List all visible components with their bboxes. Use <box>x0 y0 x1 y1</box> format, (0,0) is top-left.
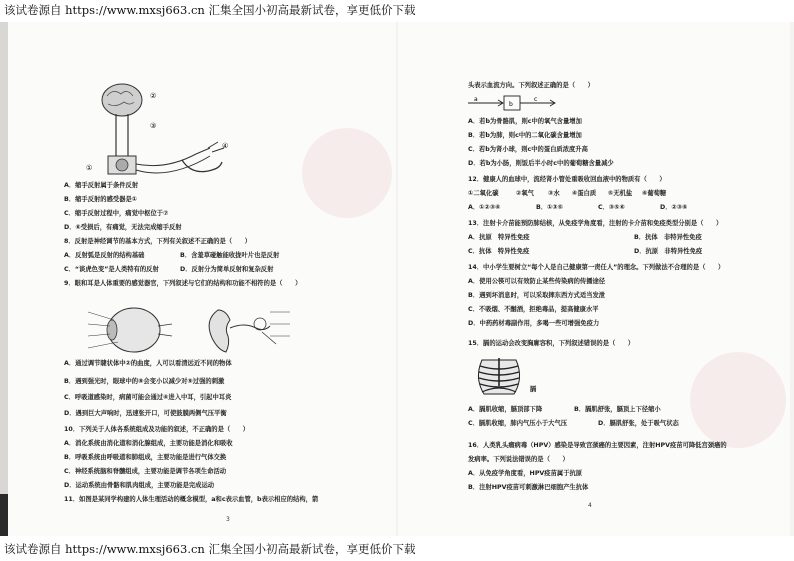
q10-option-d: D．运动系统由骨骼和肌肉组成，主要功能是完成运动 <box>64 482 215 489</box>
rib-cage-figure <box>474 356 524 396</box>
q13-option-a: A．抗原 特异性免疫 <box>468 234 530 241</box>
q12-item-6: ⑥葡萄糖 <box>642 190 667 197</box>
scanned-sheet <box>0 22 794 536</box>
source-banner-bottom: 该试卷源自 https://www.mxsj663.cn 汇集全国小初高最新试卷，享更低价下载 <box>4 542 416 556</box>
q14-option-c: C．不吸烟、不酗酒，拒绝毒品，提高健康水平 <box>468 306 599 313</box>
q15-stem: 15．膈的运动会改变胸廓容积，下列叙述错误的是（ ） <box>468 340 635 347</box>
q9-option-d: D．遇到巨大声响时，迅速张开口，可使鼓膜两侧气压平衡 <box>64 410 227 417</box>
right-page <box>398 22 790 536</box>
q16-stem-line1: 16．人类乳头瘤病毒（HPV）感染是导致宫颈癌的主要因素，注射HPV疫苗可降低宫颈癌的 <box>468 442 727 449</box>
q14-option-a: A．使用公筷可以有效防止某些传染病的传播途径 <box>468 278 606 285</box>
q13-option-c: C．抗体 特异性免疫 <box>468 248 530 255</box>
q11-option-d: D．若b为小肠，则饭后半小时c中的葡萄糖含量减少 <box>468 160 614 167</box>
q12-option-b: B．①③⑤ <box>536 204 564 211</box>
q12-item-4: ④蛋白质 <box>572 190 597 197</box>
q11-stem-cont: 头表示血流方向。下列叙述正确的是（ ） <box>468 82 594 89</box>
q12-item-1: ①二氧化碳 <box>468 190 499 197</box>
q15-option-d: D．膈肌舒张，处于吸气状态 <box>598 420 679 427</box>
q16-option-b: B．注射HPV疫苗可刺激淋巴细胞产生抗体 <box>468 484 589 491</box>
q13-option-b: B．抗体 非特异性免疫 <box>634 234 702 241</box>
source-banner-top: 该试卷源自 https://www.mxsj663.cn 汇集全国小初高最新试卷，享更低价下载 <box>4 3 416 17</box>
q8-stem: 8．反射是神经调节的基本方式，下列有关叙述不正确的是（ ） <box>64 238 251 245</box>
figure-label-4: ④ <box>222 142 229 150</box>
concept-model-figure <box>468 94 558 112</box>
q16-stem-line2: 发病率。下列说法错误的是（ ） <box>468 456 569 463</box>
q11-option-a: A．若b为骨骼肌，则c中的氧气含量增加 <box>468 118 582 125</box>
q12-item-3: ③水 <box>548 190 560 197</box>
model-label-b: b <box>509 101 513 108</box>
page-number-4: 4 <box>588 502 592 509</box>
ear-figure <box>200 302 292 358</box>
q11-stem: 11．如图是某同学构建的人体生理活动的概念模型，a和c表示血管，b表示相应的结构，箭 <box>64 496 319 503</box>
q12-option-c: C．③⑤⑥ <box>598 204 625 211</box>
q14-option-d: D．中药药材毒副作用，多喝一些可增强免疫力 <box>468 320 600 327</box>
q10-option-a: A．消化系统由消化道和消化腺组成，主要功能是消化和吸收 <box>64 440 233 447</box>
q8-option-c: C．“谈虎色变”是人类特有的反射 <box>64 266 159 273</box>
q11-option-b: B．若b为肺，则c中的二氧化碳含量增加 <box>468 132 582 139</box>
q9-stem: 9．眼和耳是人体重要的感觉器官，下列叙述与它们的结构和功能不相符的是（ ） <box>64 280 302 287</box>
page-number-3: 3 <box>226 516 230 523</box>
q12-option-d: D．②③⑥ <box>660 204 688 211</box>
q15-option-b: B．膈肌舒张，膈顶上下径缩小 <box>574 406 661 413</box>
model-label-a: a <box>474 96 478 103</box>
watermark-stain-right <box>690 352 786 448</box>
q15-figure-label: 膈 <box>530 386 537 393</box>
q8-option-d: D．反射分为简单反射和复杂反射 <box>180 266 274 273</box>
figure-label-2: ② <box>150 92 157 100</box>
q11-option-c: C．若b为肾小球，则c中的蛋白质浓度升高 <box>468 146 588 153</box>
q7-option-b: B．缩手反射的感受器是① <box>64 196 138 203</box>
q13-option-d: D．抗原 非特异性免疫 <box>634 248 703 255</box>
q9-option-a: A．通过调节睫状体中②的曲度，人可以看清远近不同的物体 <box>64 360 232 367</box>
q16-option-a: A．从免疫学角度看，HPV疫苗属于抗原 <box>468 470 583 477</box>
q10-stem: 10．下列关于人体各系统组成及功能的叙述，不正确的是（ ） <box>64 426 250 433</box>
figure-label-3: ③ <box>150 122 157 130</box>
q12-item-2: ②氧气 <box>516 190 534 197</box>
q7-option-a: A．缩手反射属于条件反射 <box>64 182 139 189</box>
q12-stem: 12．健康人的血球中，流经肾小管处重吸收回血液中的物质有（ ） <box>468 176 666 183</box>
model-label-c: c <box>534 96 538 103</box>
q10-option-b: B．呼吸系统由呼吸道和肺组成，主要功能是进行气体交换 <box>64 454 227 461</box>
figure-label-1: ① <box>86 164 93 172</box>
q9-option-c: C．呼吸道感染时，病菌可能会通过④进入中耳，引起中耳炎 <box>64 394 232 401</box>
q14-stem: 14．中小学生要树立“每个人是自己健康第一责任人”的理念。下列做法不合理的是（ ） <box>468 264 725 271</box>
reflex-arc-figure <box>72 78 232 188</box>
watermark-stain-left <box>302 128 392 218</box>
eye-figure <box>84 302 184 358</box>
q10-option-c: C．神经系统脑和脊髓组成，主要功能是调节各项生命活动 <box>64 468 227 475</box>
q12-item-5: ⑤无机盐 <box>608 190 633 197</box>
q8-option-b: B．含羞草碰触能收拢叶片也是反射 <box>180 252 280 259</box>
q8-option-a: A．反射弧是反射的结构基础 <box>64 252 145 259</box>
q15-option-a: A．膈肌收缩，膈顶部下降 <box>468 406 543 413</box>
q9-option-b: B．遇到强光时，眼球中的⑧会变小以减少对⑨过强的刺激 <box>64 378 225 385</box>
q15-option-c: C．膈肌收缩，肺内气压小于大气压 <box>468 420 568 427</box>
left-page <box>8 22 396 536</box>
q13-stem: 13．注射卡介苗能预防肺结核，从免疫学角度看，注射的卡介苗和免疫类型分别是（ ） <box>468 220 723 227</box>
q7-option-c: C．缩手反射过程中，痛觉中枢位于⑦ <box>64 210 169 217</box>
q14-option-b: B．遇到坏消息时，可以采取摔东西方式适当发泄 <box>468 292 606 299</box>
q12-option-a: A．①②③④ <box>468 204 501 211</box>
spine-shadow <box>0 22 8 536</box>
q7-option-d: D．⑥受损后，有痛觉，无法完成缩手反射 <box>64 224 182 231</box>
